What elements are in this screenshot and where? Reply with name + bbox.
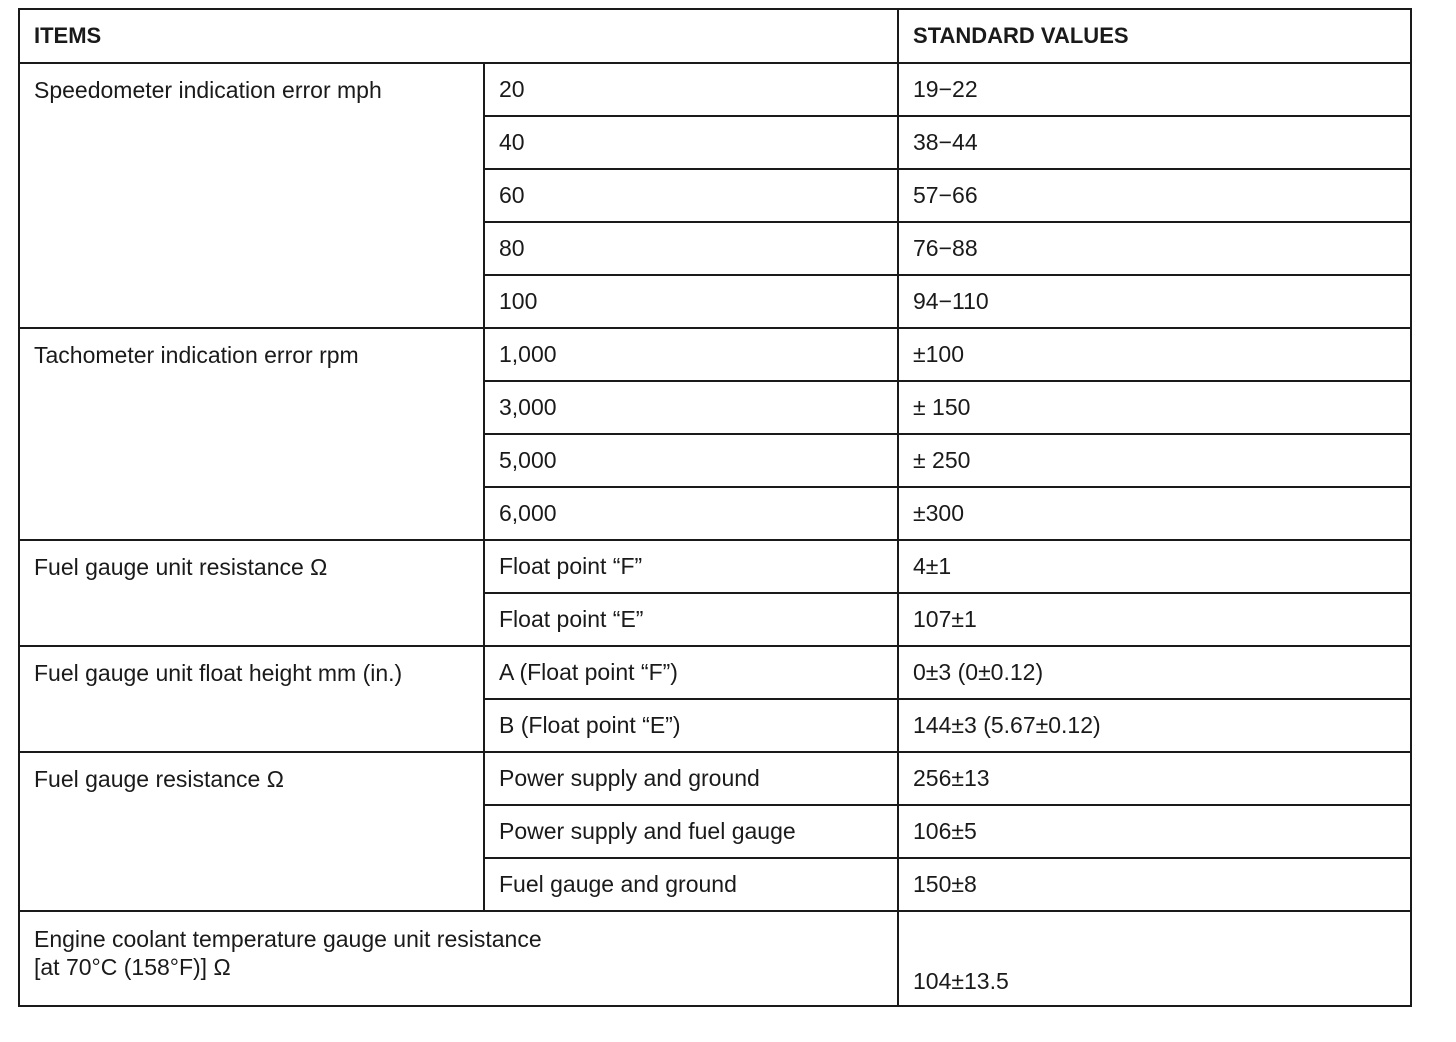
value-cell: 106±5 <box>898 805 1411 858</box>
item-line-1: Engine coolant temperature gauge unit resistance <box>34 926 542 952</box>
table-row <box>19 540 1411 593</box>
condition-cell: 6,000 <box>484 487 898 540</box>
header-standard-values: STANDARD VALUES <box>898 9 1411 63</box>
header-items: ITEMS <box>19 9 898 63</box>
item-fuel-gauge-float-height: Fuel gauge unit float height mm (in.) <box>19 646 484 752</box>
condition-cell: 5,000 <box>484 434 898 487</box>
item-fuel-gauge-unit-resistance: Fuel gauge unit resistance Ω <box>19 540 484 646</box>
value-cell: 38−44 <box>898 116 1411 169</box>
item-fuel-gauge-resistance: Fuel gauge resistance Ω <box>19 752 484 911</box>
value-cell: 19−22 <box>898 63 1411 116</box>
table-row <box>19 328 1411 381</box>
value-cell: 94−110 <box>898 275 1411 328</box>
table-row <box>19 911 1411 1006</box>
value-cell: 4±1 <box>898 540 1411 593</box>
condition-cell: 100 <box>484 275 898 328</box>
value-cell: 57−66 <box>898 169 1411 222</box>
condition-cell: Power supply and fuel gauge <box>484 805 898 858</box>
condition-cell: Float point “F” <box>484 540 898 593</box>
condition-cell: 40 <box>484 116 898 169</box>
value-cell: 76−88 <box>898 222 1411 275</box>
value-cell: 104±13.5 <box>898 911 1411 1006</box>
condition-cell: 80 <box>484 222 898 275</box>
value-cell: 0±3 (0±0.12) <box>898 646 1411 699</box>
item-engine-coolant-temp-resistance <box>19 911 898 1006</box>
value-cell: 144±3 (5.67±0.12) <box>898 699 1411 752</box>
value-cell: ±100 <box>898 328 1411 381</box>
table-row <box>19 752 1411 805</box>
condition-cell: 20 <box>484 63 898 116</box>
condition-cell: B (Float point “E”) <box>484 699 898 752</box>
condition-cell: 60 <box>484 169 898 222</box>
header-row <box>19 9 1411 63</box>
condition-cell: A (Float point “F”) <box>484 646 898 699</box>
table-row <box>19 646 1411 699</box>
condition-cell: 1,000 <box>484 328 898 381</box>
item-speedometer-error: Speedometer indication error mph <box>19 63 484 328</box>
value-cell: ± 250 <box>898 434 1411 487</box>
condition-cell: Power supply and ground <box>484 752 898 805</box>
value-cell: 256±13 <box>898 752 1411 805</box>
value-cell: 150±8 <box>898 858 1411 911</box>
value-cell: 107±1 <box>898 593 1411 646</box>
value-cell: ±300 <box>898 487 1411 540</box>
item-tachometer-error: Tachometer indication error rpm <box>19 328 484 540</box>
standard-values-table <box>18 8 1412 1007</box>
table-row <box>19 63 1411 116</box>
condition-cell: Fuel gauge and ground <box>484 858 898 911</box>
condition-cell: 3,000 <box>484 381 898 434</box>
condition-cell: Float point “E” <box>484 593 898 646</box>
item-line-2: [at 70°C (158°F)] Ω <box>34 954 231 980</box>
value-cell: ± 150 <box>898 381 1411 434</box>
